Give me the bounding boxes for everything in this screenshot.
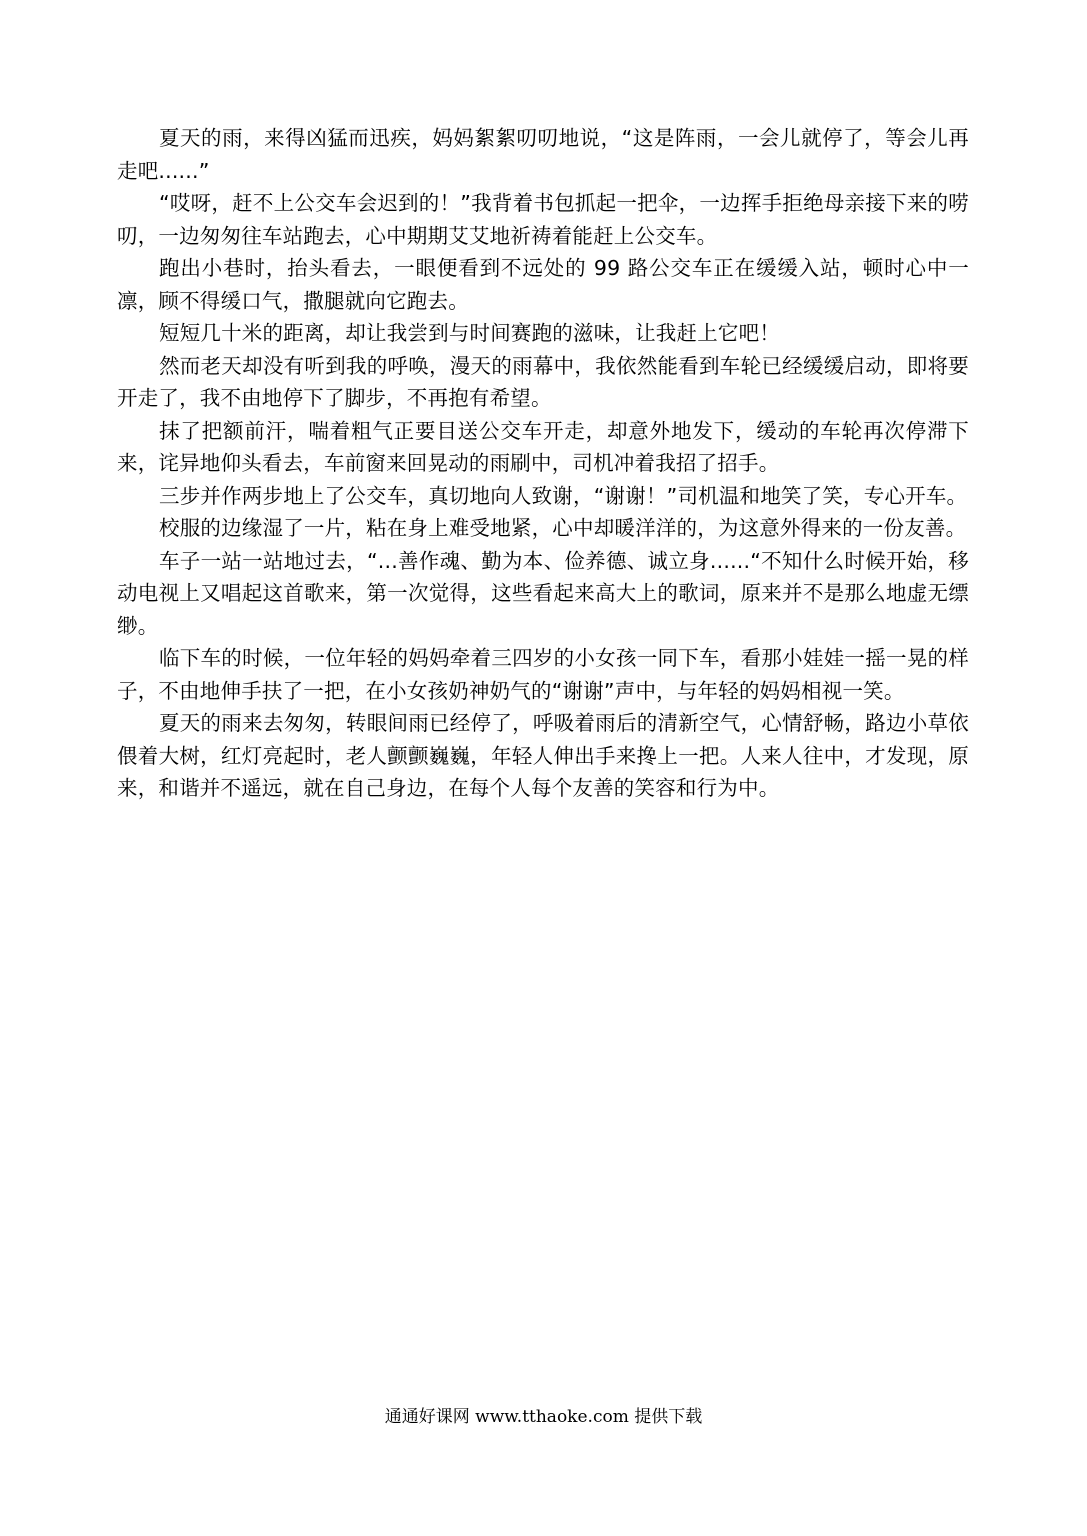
paragraph: 短短几十米的距离，却让我尝到与时间赛跑的滋味，让我赶上它吧！: [159, 321, 780, 345]
paragraph: 夏天的雨来去匆匆，转眼间雨已经停了，呼吸着雨后的清新空气，心情舒畅，路边小草依偎着大树，红灯亮起时，老人颤颤巍巍，年轻人伸出手来搀上一把。人来人往中，才发现，原来，和谐并不遥远，就在自己身边，在每个人每个友善的笑容和行为中。: [117, 711, 969, 800]
paragraph: 车子一站一站地过去，“...善作魂、勤为本、俭养德、诚立身......“不知什么时候开始，移动电视上又唱起这首歌来，第一次觉得，这些看起来高大上的歌词，原来并不是那么地虚无缥缈。: [117, 548, 969, 638]
paragraph: 临下车的时候，一位年轻的妈妈牵着三四岁的小女孩一同下车，看那小娃娃一摇一晃的样子，不由地伸手扶了一把，在小女孩奶神奶气的“谢谢”声中，与年轻的妈妈相视一笑。: [117, 646, 969, 703]
paragraph: 跑出小巷时，抬头看去，一眼便看到不远处的 99 路公交车正在缓缓入站，顿时心中一凛，顾不得缓口气，撒腿就向它跑去。: [117, 256, 969, 313]
paragraph: 三步并作两步地上了公交车，真切地向人致谢，“谢谢！”司机温和地笑了笑，专心开车。: [159, 483, 968, 508]
paragraph: 校服的边缘湿了一片，粘在身上难受地紧，心中却暖洋洋的，为这意外得来的一份友善。: [159, 516, 967, 540]
paragraph: 然而老天却没有听到我的呼唤，漫天的雨幕中，我依然能看到车轮已经缓缓启动，即将要开走了，我不由地停下了脚步，不再抱有希望。: [117, 353, 969, 410]
page-footer: 通通好课网 www.tthaoke.com 提供下载: [384, 1407, 703, 1427]
essay-body: [117, 122, 969, 805]
paragraph: “哎呀，赶不上公交车会迟到的！”我背着书包抓起一把伞，一边挥手拒绝母亲接下来的唠叨，一边匆匆往车站跑去，心中期期艾艾地祈祷着能赶上公交车。: [117, 191, 969, 248]
paragraph: 抹了把额前汗，喘着粗气正要目送公交车开走，却意外地发下，缓动的车轮再次停滞下来，诧异地仰头看去，车前窗来回晃动的雨刷中，司机冲着我招了招手。: [117, 418, 969, 475]
paragraph: 夏天的雨，来得凶猛而迅疾，妈妈絮絮叨叨地说，“这是阵雨，一会儿就停了，等会儿再走吧......”: [117, 126, 969, 183]
